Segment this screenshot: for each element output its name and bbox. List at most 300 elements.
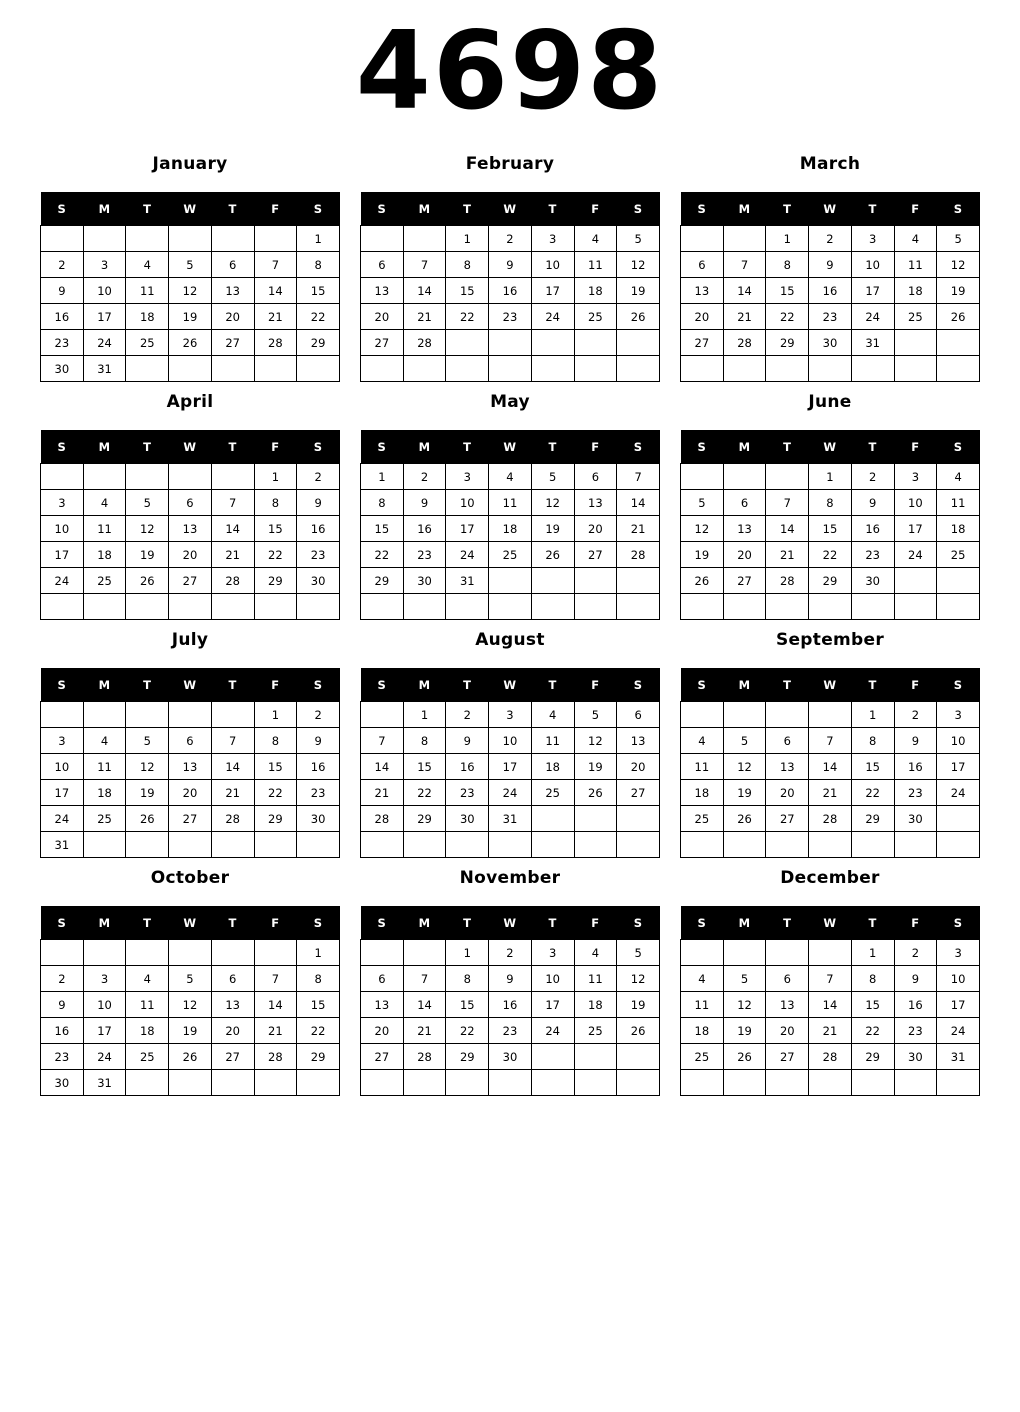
day-cell[interactable]: 2 — [809, 226, 852, 252]
day-cell[interactable]: 11 — [531, 728, 574, 754]
day-cell[interactable]: 26 — [574, 780, 617, 806]
day-cell[interactable]: 20 — [766, 1018, 809, 1044]
day-cell[interactable]: 18 — [83, 780, 126, 806]
day-cell[interactable]: 25 — [574, 304, 617, 330]
day-cell[interactable]: 16 — [297, 516, 340, 542]
day-cell[interactable]: 21 — [809, 1018, 852, 1044]
day-cell[interactable]: 16 — [41, 304, 84, 330]
day-cell[interactable]: 9 — [489, 966, 532, 992]
day-cell[interactable]: 26 — [169, 1044, 212, 1070]
day-cell[interactable]: 3 — [41, 728, 84, 754]
day-cell[interactable]: 4 — [126, 252, 169, 278]
day-cell[interactable]: 27 — [211, 1044, 254, 1070]
day-cell[interactable]: 15 — [254, 516, 297, 542]
day-cell[interactable]: 18 — [83, 542, 126, 568]
day-cell[interactable]: 10 — [531, 252, 574, 278]
day-cell[interactable]: 27 — [617, 780, 660, 806]
day-cell[interactable]: 13 — [361, 992, 404, 1018]
day-cell[interactable]: 21 — [361, 780, 404, 806]
day-cell[interactable]: 10 — [41, 516, 84, 542]
day-cell[interactable]: 27 — [766, 1044, 809, 1070]
day-cell[interactable]: 4 — [574, 940, 617, 966]
day-cell[interactable]: 13 — [617, 728, 660, 754]
day-cell[interactable]: 11 — [83, 516, 126, 542]
day-cell[interactable]: 5 — [617, 226, 660, 252]
day-cell[interactable]: 6 — [766, 966, 809, 992]
day-cell[interactable]: 12 — [126, 516, 169, 542]
day-cell[interactable]: 15 — [851, 992, 894, 1018]
day-cell[interactable]: 16 — [894, 754, 937, 780]
day-cell[interactable]: 1 — [297, 226, 340, 252]
day-cell[interactable]: 23 — [41, 1044, 84, 1070]
day-cell[interactable]: 28 — [254, 330, 297, 356]
day-cell[interactable]: 9 — [894, 728, 937, 754]
day-cell[interactable]: 8 — [254, 728, 297, 754]
day-cell[interactable]: 1 — [851, 702, 894, 728]
day-cell[interactable]: 5 — [169, 252, 212, 278]
day-cell[interactable]: 9 — [851, 490, 894, 516]
day-cell[interactable]: 17 — [937, 754, 980, 780]
day-cell[interactable]: 5 — [617, 940, 660, 966]
day-cell[interactable]: 13 — [574, 490, 617, 516]
day-cell[interactable]: 14 — [617, 490, 660, 516]
day-cell[interactable]: 7 — [403, 966, 446, 992]
day-cell[interactable]: 13 — [723, 516, 766, 542]
day-cell[interactable]: 3 — [531, 940, 574, 966]
day-cell[interactable]: 11 — [574, 966, 617, 992]
day-cell[interactable]: 13 — [766, 992, 809, 1018]
day-cell[interactable]: 5 — [126, 728, 169, 754]
day-cell[interactable]: 2 — [41, 252, 84, 278]
day-cell[interactable]: 20 — [211, 304, 254, 330]
day-cell[interactable]: 19 — [937, 278, 980, 304]
day-cell[interactable]: 6 — [169, 490, 212, 516]
day-cell[interactable]: 5 — [169, 966, 212, 992]
day-cell[interactable]: 16 — [851, 516, 894, 542]
day-cell[interactable]: 20 — [361, 1018, 404, 1044]
day-cell[interactable]: 31 — [937, 1044, 980, 1070]
day-cell[interactable]: 18 — [489, 516, 532, 542]
day-cell[interactable]: 21 — [211, 542, 254, 568]
day-cell[interactable]: 20 — [723, 542, 766, 568]
day-cell[interactable]: 4 — [489, 464, 532, 490]
day-cell[interactable]: 23 — [894, 1018, 937, 1044]
day-cell[interactable]: 8 — [851, 728, 894, 754]
day-cell[interactable]: 6 — [169, 728, 212, 754]
day-cell[interactable]: 19 — [681, 542, 724, 568]
day-cell[interactable]: 5 — [723, 728, 766, 754]
day-cell[interactable]: 23 — [851, 542, 894, 568]
day-cell[interactable]: 19 — [169, 304, 212, 330]
day-cell[interactable]: 2 — [297, 702, 340, 728]
day-cell[interactable]: 7 — [809, 728, 852, 754]
day-cell[interactable]: 30 — [851, 568, 894, 594]
day-cell[interactable]: 17 — [446, 516, 489, 542]
day-cell[interactable]: 9 — [403, 490, 446, 516]
day-cell[interactable]: 16 — [489, 278, 532, 304]
day-cell[interactable]: 28 — [211, 568, 254, 594]
day-cell[interactable]: 30 — [297, 806, 340, 832]
day-cell[interactable]: 9 — [446, 728, 489, 754]
day-cell[interactable]: 27 — [169, 806, 212, 832]
day-cell[interactable]: 4 — [894, 226, 937, 252]
day-cell[interactable]: 26 — [723, 1044, 766, 1070]
day-cell[interactable]: 29 — [851, 1044, 894, 1070]
day-cell[interactable]: 1 — [446, 226, 489, 252]
day-cell[interactable]: 24 — [41, 568, 84, 594]
day-cell[interactable]: 12 — [126, 754, 169, 780]
day-cell[interactable]: 14 — [809, 754, 852, 780]
day-cell[interactable]: 27 — [361, 330, 404, 356]
day-cell[interactable]: 25 — [531, 780, 574, 806]
day-cell[interactable]: 18 — [126, 304, 169, 330]
day-cell[interactable]: 14 — [809, 992, 852, 1018]
day-cell[interactable]: 22 — [254, 542, 297, 568]
day-cell[interactable]: 2 — [403, 464, 446, 490]
day-cell[interactable]: 17 — [531, 992, 574, 1018]
day-cell[interactable]: 9 — [894, 966, 937, 992]
day-cell[interactable]: 5 — [574, 702, 617, 728]
day-cell[interactable]: 6 — [766, 728, 809, 754]
day-cell[interactable]: 22 — [446, 1018, 489, 1044]
day-cell[interactable]: 12 — [937, 252, 980, 278]
day-cell[interactable]: 2 — [41, 966, 84, 992]
day-cell[interactable]: 22 — [361, 542, 404, 568]
day-cell[interactable]: 11 — [681, 992, 724, 1018]
day-cell[interactable]: 28 — [809, 1044, 852, 1070]
day-cell[interactable]: 6 — [361, 966, 404, 992]
day-cell[interactable]: 21 — [723, 304, 766, 330]
day-cell[interactable]: 3 — [41, 490, 84, 516]
day-cell[interactable]: 22 — [809, 542, 852, 568]
day-cell[interactable]: 17 — [41, 542, 84, 568]
day-cell[interactable]: 3 — [937, 940, 980, 966]
day-cell[interactable]: 18 — [574, 278, 617, 304]
day-cell[interactable]: 22 — [851, 1018, 894, 1044]
day-cell[interactable]: 6 — [211, 966, 254, 992]
day-cell[interactable]: 13 — [766, 754, 809, 780]
day-cell[interactable]: 29 — [297, 330, 340, 356]
day-cell[interactable]: 11 — [126, 992, 169, 1018]
day-cell[interactable]: 23 — [41, 330, 84, 356]
day-cell[interactable]: 15 — [403, 754, 446, 780]
day-cell[interactable]: 4 — [126, 966, 169, 992]
day-cell[interactable]: 25 — [83, 568, 126, 594]
day-cell[interactable]: 20 — [361, 304, 404, 330]
day-cell[interactable]: 14 — [211, 516, 254, 542]
day-cell[interactable]: 22 — [446, 304, 489, 330]
day-cell[interactable]: 4 — [531, 702, 574, 728]
day-cell[interactable]: 21 — [403, 1018, 446, 1044]
day-cell[interactable]: 30 — [297, 568, 340, 594]
day-cell[interactable]: 12 — [723, 992, 766, 1018]
day-cell[interactable]: 21 — [211, 780, 254, 806]
day-cell[interactable]: 2 — [851, 464, 894, 490]
day-cell[interactable]: 14 — [254, 278, 297, 304]
day-cell[interactable]: 27 — [723, 568, 766, 594]
day-cell[interactable]: 14 — [403, 992, 446, 1018]
day-cell[interactable]: 17 — [83, 1018, 126, 1044]
day-cell[interactable]: 15 — [254, 754, 297, 780]
day-cell[interactable]: 25 — [937, 542, 980, 568]
day-cell[interactable]: 11 — [937, 490, 980, 516]
day-cell[interactable]: 27 — [681, 330, 724, 356]
day-cell[interactable]: 29 — [254, 806, 297, 832]
day-cell[interactable]: 18 — [531, 754, 574, 780]
day-cell[interactable]: 15 — [766, 278, 809, 304]
day-cell[interactable]: 28 — [211, 806, 254, 832]
day-cell[interactable]: 17 — [531, 278, 574, 304]
day-cell[interactable]: 7 — [211, 490, 254, 516]
day-cell[interactable]: 10 — [41, 754, 84, 780]
day-cell[interactable]: 28 — [723, 330, 766, 356]
day-cell[interactable]: 23 — [809, 304, 852, 330]
day-cell[interactable]: 9 — [41, 278, 84, 304]
day-cell[interactable]: 18 — [937, 516, 980, 542]
day-cell[interactable]: 29 — [766, 330, 809, 356]
day-cell[interactable]: 23 — [297, 780, 340, 806]
day-cell[interactable]: 10 — [851, 252, 894, 278]
day-cell[interactable]: 20 — [169, 542, 212, 568]
day-cell[interactable]: 21 — [403, 304, 446, 330]
day-cell[interactable]: 26 — [617, 1018, 660, 1044]
day-cell[interactable]: 6 — [574, 464, 617, 490]
day-cell[interactable]: 7 — [766, 490, 809, 516]
day-cell[interactable]: 8 — [297, 966, 340, 992]
day-cell[interactable]: 8 — [446, 966, 489, 992]
day-cell[interactable]: 26 — [723, 806, 766, 832]
day-cell[interactable]: 2 — [297, 464, 340, 490]
day-cell[interactable]: 13 — [681, 278, 724, 304]
day-cell[interactable]: 29 — [254, 568, 297, 594]
day-cell[interactable]: 1 — [446, 940, 489, 966]
day-cell[interactable]: 3 — [894, 464, 937, 490]
day-cell[interactable]: 28 — [617, 542, 660, 568]
day-cell[interactable]: 26 — [126, 568, 169, 594]
day-cell[interactable]: 19 — [531, 516, 574, 542]
day-cell[interactable]: 3 — [83, 252, 126, 278]
day-cell[interactable]: 13 — [169, 754, 212, 780]
day-cell[interactable]: 31 — [41, 832, 84, 858]
day-cell[interactable]: 14 — [403, 278, 446, 304]
day-cell[interactable]: 30 — [894, 1044, 937, 1070]
day-cell[interactable]: 26 — [617, 304, 660, 330]
day-cell[interactable]: 15 — [851, 754, 894, 780]
day-cell[interactable]: 2 — [446, 702, 489, 728]
day-cell[interactable]: 13 — [169, 516, 212, 542]
day-cell[interactable]: 3 — [851, 226, 894, 252]
day-cell[interactable]: 11 — [894, 252, 937, 278]
day-cell[interactable]: 8 — [851, 966, 894, 992]
day-cell[interactable]: 29 — [361, 568, 404, 594]
day-cell[interactable]: 24 — [41, 806, 84, 832]
day-cell[interactable]: 28 — [766, 568, 809, 594]
day-cell[interactable]: 18 — [894, 278, 937, 304]
day-cell[interactable]: 7 — [617, 464, 660, 490]
day-cell[interactable]: 19 — [126, 780, 169, 806]
day-cell[interactable]: 15 — [446, 992, 489, 1018]
day-cell[interactable]: 24 — [83, 330, 126, 356]
day-cell[interactable]: 4 — [937, 464, 980, 490]
day-cell[interactable]: 10 — [489, 728, 532, 754]
day-cell[interactable]: 25 — [489, 542, 532, 568]
day-cell[interactable]: 24 — [531, 1018, 574, 1044]
day-cell[interactable]: 25 — [126, 1044, 169, 1070]
day-cell[interactable]: 18 — [574, 992, 617, 1018]
day-cell[interactable]: 30 — [41, 1070, 84, 1096]
day-cell[interactable]: 22 — [403, 780, 446, 806]
day-cell[interactable]: 9 — [489, 252, 532, 278]
day-cell[interactable]: 17 — [83, 304, 126, 330]
day-cell[interactable]: 13 — [211, 278, 254, 304]
day-cell[interactable]: 28 — [403, 1044, 446, 1070]
day-cell[interactable]: 14 — [361, 754, 404, 780]
day-cell[interactable]: 26 — [681, 568, 724, 594]
day-cell[interactable]: 1 — [254, 464, 297, 490]
day-cell[interactable]: 20 — [211, 1018, 254, 1044]
day-cell[interactable]: 1 — [851, 940, 894, 966]
day-cell[interactable]: 12 — [574, 728, 617, 754]
day-cell[interactable]: 5 — [681, 490, 724, 516]
day-cell[interactable]: 3 — [83, 966, 126, 992]
day-cell[interactable]: 16 — [894, 992, 937, 1018]
day-cell[interactable]: 5 — [937, 226, 980, 252]
day-cell[interactable]: 2 — [489, 940, 532, 966]
day-cell[interactable]: 26 — [937, 304, 980, 330]
day-cell[interactable]: 12 — [169, 992, 212, 1018]
day-cell[interactable]: 1 — [403, 702, 446, 728]
day-cell[interactable]: 5 — [126, 490, 169, 516]
day-cell[interactable]: 11 — [574, 252, 617, 278]
day-cell[interactable]: 17 — [894, 516, 937, 542]
day-cell[interactable]: 10 — [83, 992, 126, 1018]
day-cell[interactable]: 9 — [297, 728, 340, 754]
day-cell[interactable]: 23 — [297, 542, 340, 568]
day-cell[interactable]: 24 — [894, 542, 937, 568]
day-cell[interactable]: 7 — [254, 252, 297, 278]
day-cell[interactable]: 29 — [403, 806, 446, 832]
day-cell[interactable]: 25 — [574, 1018, 617, 1044]
day-cell[interactable]: 21 — [809, 780, 852, 806]
day-cell[interactable]: 12 — [531, 490, 574, 516]
day-cell[interactable]: 10 — [894, 490, 937, 516]
day-cell[interactable]: 31 — [446, 568, 489, 594]
day-cell[interactable]: 22 — [254, 780, 297, 806]
day-cell[interactable]: 5 — [531, 464, 574, 490]
day-cell[interactable]: 30 — [809, 330, 852, 356]
day-cell[interactable]: 22 — [297, 304, 340, 330]
day-cell[interactable]: 14 — [211, 754, 254, 780]
day-cell[interactable]: 7 — [403, 252, 446, 278]
day-cell[interactable]: 18 — [126, 1018, 169, 1044]
day-cell[interactable]: 20 — [617, 754, 660, 780]
day-cell[interactable]: 17 — [937, 992, 980, 1018]
day-cell[interactable]: 13 — [361, 278, 404, 304]
day-cell[interactable]: 7 — [361, 728, 404, 754]
day-cell[interactable]: 7 — [723, 252, 766, 278]
day-cell[interactable]: 19 — [126, 542, 169, 568]
day-cell[interactable]: 17 — [489, 754, 532, 780]
day-cell[interactable]: 16 — [489, 992, 532, 1018]
day-cell[interactable]: 24 — [489, 780, 532, 806]
day-cell[interactable]: 5 — [723, 966, 766, 992]
day-cell[interactable]: 24 — [83, 1044, 126, 1070]
day-cell[interactable]: 25 — [894, 304, 937, 330]
day-cell[interactable]: 19 — [723, 1018, 766, 1044]
day-cell[interactable]: 6 — [617, 702, 660, 728]
day-cell[interactable]: 27 — [211, 330, 254, 356]
day-cell[interactable]: 23 — [489, 1018, 532, 1044]
day-cell[interactable]: 1 — [361, 464, 404, 490]
day-cell[interactable]: 31 — [851, 330, 894, 356]
day-cell[interactable]: 26 — [126, 806, 169, 832]
day-cell[interactable]: 9 — [41, 992, 84, 1018]
day-cell[interactable]: 9 — [297, 490, 340, 516]
day-cell[interactable]: 23 — [446, 780, 489, 806]
day-cell[interactable]: 31 — [83, 1070, 126, 1096]
day-cell[interactable]: 8 — [809, 490, 852, 516]
day-cell[interactable]: 24 — [937, 1018, 980, 1044]
day-cell[interactable]: 30 — [894, 806, 937, 832]
day-cell[interactable]: 30 — [489, 1044, 532, 1070]
day-cell[interactable]: 29 — [446, 1044, 489, 1070]
day-cell[interactable]: 24 — [937, 780, 980, 806]
day-cell[interactable]: 1 — [297, 940, 340, 966]
day-cell[interactable]: 16 — [403, 516, 446, 542]
day-cell[interactable]: 6 — [681, 252, 724, 278]
day-cell[interactable]: 11 — [681, 754, 724, 780]
day-cell[interactable]: 15 — [297, 278, 340, 304]
day-cell[interactable]: 14 — [723, 278, 766, 304]
day-cell[interactable]: 21 — [254, 304, 297, 330]
day-cell[interactable]: 28 — [809, 806, 852, 832]
day-cell[interactable]: 15 — [809, 516, 852, 542]
day-cell[interactable]: 21 — [617, 516, 660, 542]
day-cell[interactable]: 25 — [126, 330, 169, 356]
day-cell[interactable]: 20 — [681, 304, 724, 330]
day-cell[interactable]: 10 — [531, 966, 574, 992]
day-cell[interactable]: 14 — [254, 992, 297, 1018]
day-cell[interactable]: 27 — [169, 568, 212, 594]
day-cell[interactable]: 16 — [809, 278, 852, 304]
day-cell[interactable]: 11 — [83, 754, 126, 780]
day-cell[interactable]: 8 — [297, 252, 340, 278]
day-cell[interactable]: 19 — [723, 780, 766, 806]
day-cell[interactable]: 2 — [894, 940, 937, 966]
day-cell[interactable]: 4 — [681, 966, 724, 992]
day-cell[interactable]: 22 — [766, 304, 809, 330]
day-cell[interactable]: 18 — [681, 1018, 724, 1044]
day-cell[interactable]: 12 — [617, 252, 660, 278]
day-cell[interactable]: 6 — [211, 252, 254, 278]
day-cell[interactable]: 24 — [446, 542, 489, 568]
day-cell[interactable]: 13 — [211, 992, 254, 1018]
day-cell[interactable]: 22 — [851, 780, 894, 806]
day-cell[interactable]: 15 — [297, 992, 340, 1018]
day-cell[interactable]: 2 — [489, 226, 532, 252]
day-cell[interactable]: 9 — [809, 252, 852, 278]
day-cell[interactable]: 4 — [681, 728, 724, 754]
day-cell[interactable]: 12 — [681, 516, 724, 542]
day-cell[interactable]: 16 — [41, 1018, 84, 1044]
day-cell[interactable]: 19 — [169, 1018, 212, 1044]
day-cell[interactable]: 4 — [83, 490, 126, 516]
day-cell[interactable]: 25 — [681, 806, 724, 832]
day-cell[interactable]: 6 — [361, 252, 404, 278]
day-cell[interactable]: 3 — [446, 464, 489, 490]
day-cell[interactable]: 3 — [489, 702, 532, 728]
day-cell[interactable]: 8 — [254, 490, 297, 516]
